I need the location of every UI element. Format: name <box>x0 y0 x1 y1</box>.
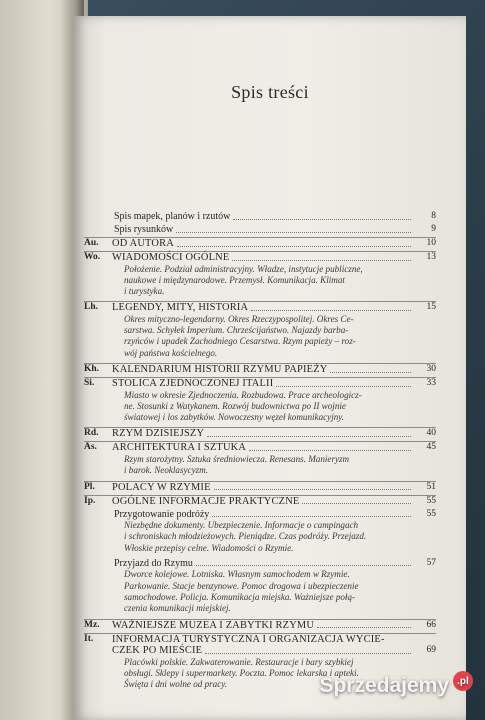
page-number: 55 <box>426 508 436 519</box>
dot-leader <box>205 653 411 654</box>
section-description <box>124 390 436 424</box>
watermark-badge: .pl <box>453 671 473 691</box>
page-number: 9 <box>431 224 436 234</box>
section-title: LEGENDY, MITY, HISTORIA <box>112 302 249 314</box>
toc-row <box>84 558 436 570</box>
description-line: i turystyka. <box>124 286 165 297</box>
section-code: Au. <box>84 238 99 248</box>
toc-entry <box>84 441 436 476</box>
section-title: POLACY W RZYMIE <box>112 481 211 493</box>
watermark-logo <box>319 674 473 698</box>
description-line: ne. Stosunki z Watykanem. Rozwój budownictwa po II wojnie <box>124 400 346 411</box>
section-title: WAŻNIEJSZE MUZEA I ZABYTKI RZYMU <box>112 619 315 631</box>
section-code: Ip. <box>84 495 96 506</box>
dot-leader <box>232 260 411 261</box>
section-code: Wo. <box>84 252 101 262</box>
toc-entry <box>84 224 436 236</box>
toc-row-first-line <box>84 634 436 646</box>
section-code: Pl. <box>84 481 95 492</box>
section-code: Rd. <box>84 428 99 439</box>
page-number: 8 <box>431 211 436 221</box>
description-line: Okres mityczno-legendarny. Okres Rzeczypospolitej. Okres Ce- <box>124 313 354 324</box>
dot-leader <box>249 450 411 451</box>
section-description <box>124 314 436 359</box>
right-page <box>74 16 466 720</box>
toc-row <box>84 378 436 390</box>
section-title: Przygotowanie podróży <box>114 508 210 520</box>
section-title: RZYM DZISIEJSZY <box>112 428 205 440</box>
toc-row <box>84 428 436 440</box>
description-line: naukowe i międzynarodowe. Przemysł. Komunikacja. Klimat <box>124 274 345 285</box>
description-line: wój państwa kościelnego. <box>124 347 218 358</box>
section-title: Spis mapek, planów i rzutów <box>114 211 231 222</box>
section-title: OD AUTORA <box>112 238 174 249</box>
description-line: Parkowanie. Stacje benzynowe. Pomoc drogowa i ubezpieczenie <box>124 580 359 591</box>
page-number: 40 <box>426 428 436 439</box>
page-number: 15 <box>426 302 436 313</box>
description-line: Niezbędne dokumenty. Ubezpieczenie. Informacje o campingach <box>124 520 359 531</box>
dot-leader <box>196 565 411 566</box>
toc-entry <box>84 211 436 223</box>
description-line: rzyńców i upadek Zachodniego Cesarstwa. Rzym papieży – roz- <box>124 336 356 347</box>
toc-entry <box>84 495 436 508</box>
section-code: Si. <box>84 378 95 389</box>
section-code: Lh. <box>84 302 98 313</box>
table-of-contents <box>84 211 436 695</box>
toc-row <box>84 238 436 250</box>
section-title-continued: CZEK PO MIEŚCIE <box>112 645 203 657</box>
toc-entry <box>84 301 436 359</box>
page-number: 33 <box>426 378 436 389</box>
toc-entry <box>84 558 436 615</box>
section-title: ARCHITEKTURA I SZTUKA <box>112 442 247 454</box>
dot-leader <box>276 386 411 387</box>
page-number: 66 <box>426 619 436 630</box>
page-number: 57 <box>426 557 436 568</box>
dot-leader <box>330 372 411 373</box>
dot-leader <box>177 246 411 247</box>
toc-entry <box>84 237 436 250</box>
description-line: Rzym starożytny. Sztuka średniowiecza. Renesans. Manieryzm <box>124 453 350 464</box>
toc-row <box>84 496 436 508</box>
description-line: Włoskie przepisy celne. Wiadomości o Rzymie. <box>124 542 294 553</box>
description-line: światowej i los zabytków. Nowoczesny węzeł komunikacyjny. <box>124 412 345 423</box>
dot-leader <box>212 516 411 517</box>
toc-row <box>84 620 436 632</box>
dot-leader <box>302 503 411 504</box>
toc-entry <box>84 377 436 423</box>
section-title: WIADOMOŚCI OGÓLNE <box>112 252 230 263</box>
watermark-text: Sprzedajemy <box>319 674 449 697</box>
dot-leader <box>207 436 411 437</box>
toc-row <box>84 482 436 494</box>
toc-entry <box>84 363 436 376</box>
toc-row <box>84 252 436 264</box>
description-line: sarstwa. Schyłek Imperium. Chrześcijaństwo. Najazdy barba- <box>124 325 349 336</box>
toc-row <box>84 442 436 454</box>
toc-row <box>84 645 436 657</box>
toc-entry <box>84 619 436 632</box>
toc-row <box>84 224 436 236</box>
page-number: 51 <box>426 481 436 492</box>
description-line: i barok. Neoklasycyzm. <box>124 465 209 476</box>
page-number: 30 <box>426 364 436 375</box>
description-line: Święta i dni wolne od pracy. <box>124 679 228 690</box>
page-number: 55 <box>426 495 436 506</box>
section-title: KALENDARIUM HISTORII RZYMU PAPIEŻY <box>112 364 328 376</box>
page-number: 10 <box>426 238 436 248</box>
description-line: Położenie. Podział administracyjny. Władze, instytucje publiczne, <box>124 263 363 274</box>
section-code: Mz. <box>84 619 100 630</box>
toc-row <box>84 509 436 521</box>
section-title: Przyjazd do Rzymu <box>114 557 193 569</box>
toc-entry <box>84 427 436 440</box>
description-line: czenia komunikacji miejskiej. <box>124 603 231 614</box>
description-line: samochodowe. Policja. Komunikacja miejska. Ważniejsze połą- <box>124 592 356 603</box>
section-code: Kh. <box>84 364 100 375</box>
dot-leader <box>176 232 411 233</box>
section-title: INFORMACJA TURYSTYCZNA I ORGANIZACJA WYCIE- <box>112 633 385 645</box>
description-line: Miasto w okresie Zjednoczenia. Rozbudowa. Prace archeologicz- <box>124 389 362 400</box>
dot-leader <box>251 310 411 311</box>
description-line: i schroniskach młodzieżowych. Pieniądze. Czas podróży. Przejazd. <box>124 531 367 542</box>
section-code: As. <box>84 442 97 453</box>
page-number: 45 <box>426 442 436 453</box>
section-title: OGÓLNE INFORMACJE PRAKTYCZNE <box>112 495 300 507</box>
page-title: Spis treści <box>231 82 309 102</box>
toc-row <box>84 211 436 223</box>
section-description <box>124 569 436 614</box>
description-line: Dworce kolejowe. Lotniska. Własnym samochodem w Rzymie. <box>124 569 350 580</box>
section-description <box>124 520 436 554</box>
description-line: Placówki polskie. Zakwaterowanie. Restauracje i bary szybkiej <box>124 656 354 667</box>
section-title: Spis rysunków <box>114 224 174 235</box>
dot-leader <box>214 489 411 490</box>
toc-entry <box>84 481 436 494</box>
section-description <box>124 264 436 298</box>
section-description <box>124 454 436 477</box>
toc-row <box>84 364 436 376</box>
dot-leader <box>233 219 411 220</box>
page-number: 69 <box>426 645 436 656</box>
description-line: obsługi. Sklepy i supermarkety. Poczta. Pomoc lekarska i apteki. <box>124 667 359 678</box>
section-title: STOLICA ZJEDNOCZONEJ ITALII <box>112 378 274 390</box>
toc-entry <box>84 509 436 554</box>
toc-entry <box>84 251 436 297</box>
section-code: It. <box>84 633 94 644</box>
page-number: 13 <box>426 252 436 262</box>
toc-row <box>84 302 436 314</box>
dot-leader <box>317 627 411 628</box>
